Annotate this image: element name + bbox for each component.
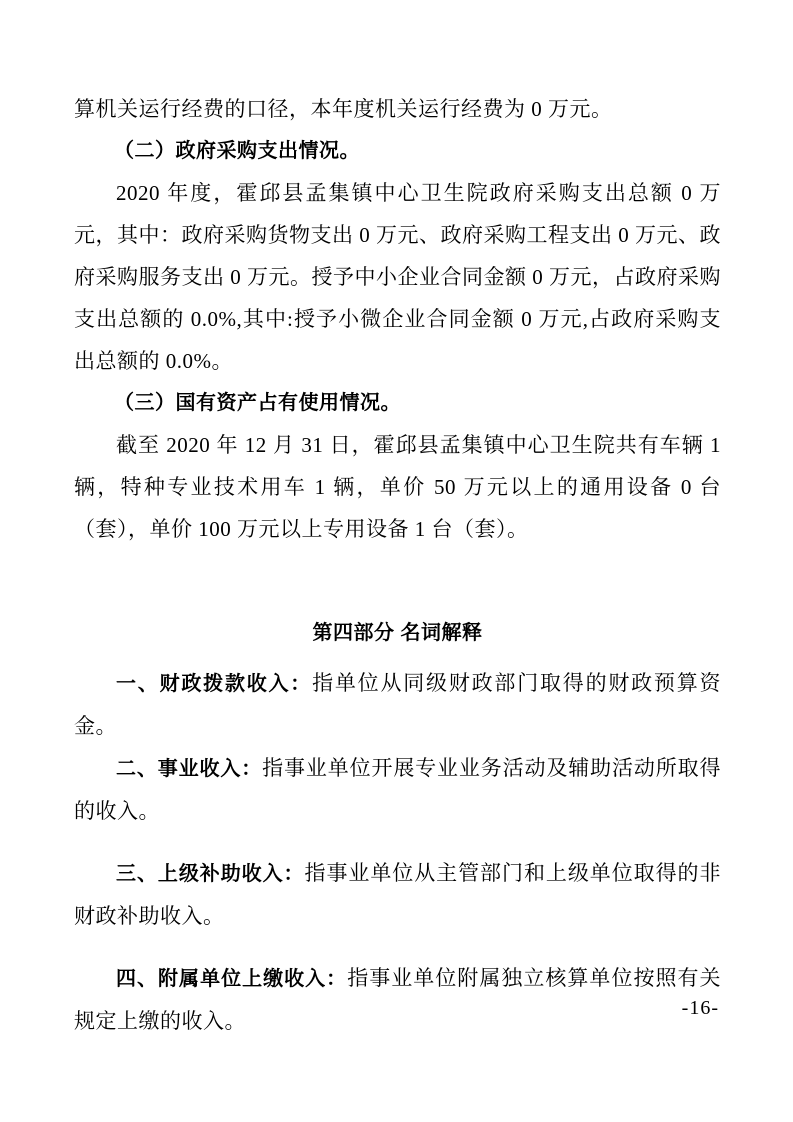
term-item-superior-subsidy-income — [74, 852, 721, 937]
term-item-operational-income — [74, 747, 721, 832]
section-title-part4: 第四部分 名词解释 — [312, 622, 483, 644]
term-item-affiliated-unit-income — [74, 957, 721, 1042]
term-label: 一、财政拨款收入： — [116, 673, 313, 695]
heading-state-assets: （三）国有资产占有使用情况。 — [114, 392, 401, 414]
paragraph-continuation: 算机关运行经费的口径，本年度机关运行经费为 0 万元。 — [74, 97, 613, 121]
paragraph-government-procurement: 2020 年度，霍邱县孟集镇中心卫生院政府采购支出总额 0 万元，其中：政府采购货物支出 0 万元、政府采购工程支出 0 万元、政府采购服务支出 0 万元。授予中小企业合同金额 0 万元，占政府采购支出总额的 0.0%,其中:授予小微企业合同金额 0 万元,占政府采购支出总额的 0.0%。 — [74, 181, 721, 373]
term-item-fiscal-appropriation-income — [74, 662, 721, 747]
paragraph-state-assets: 截至 2020 年 12 月 31 日，霍邱县孟集镇中心卫生院共有车辆 1 辆，特种专业技术用车 1 辆，单价 50 万元以上的通用设备 0 台（套），单价 100 万元以上专用设备 1 台（套）。 — [74, 433, 721, 541]
term-label: 四、附属单位上缴收入： — [116, 968, 348, 990]
term-definition: 指单位从同级财政部门取得的财政预算资金。 — [74, 671, 722, 738]
term-definition: 指事业单位从主管部门和上级单位取得的非财政补助收入。 — [74, 861, 721, 928]
page-number: -16- — [681, 997, 719, 1019]
heading-government-procurement: （二）政府采购支出情况。 — [114, 140, 360, 162]
term-label: 二、事业收入： — [116, 758, 263, 780]
term-definition: 指事业单位附属独立核算单位按照有关规定上缴的收入。 — [74, 966, 722, 1033]
term-definition: 指事业单位开展专业业务活动及辅助活动所取得的收入。 — [74, 756, 721, 823]
term-label: 三、上级补助收入： — [116, 863, 305, 885]
